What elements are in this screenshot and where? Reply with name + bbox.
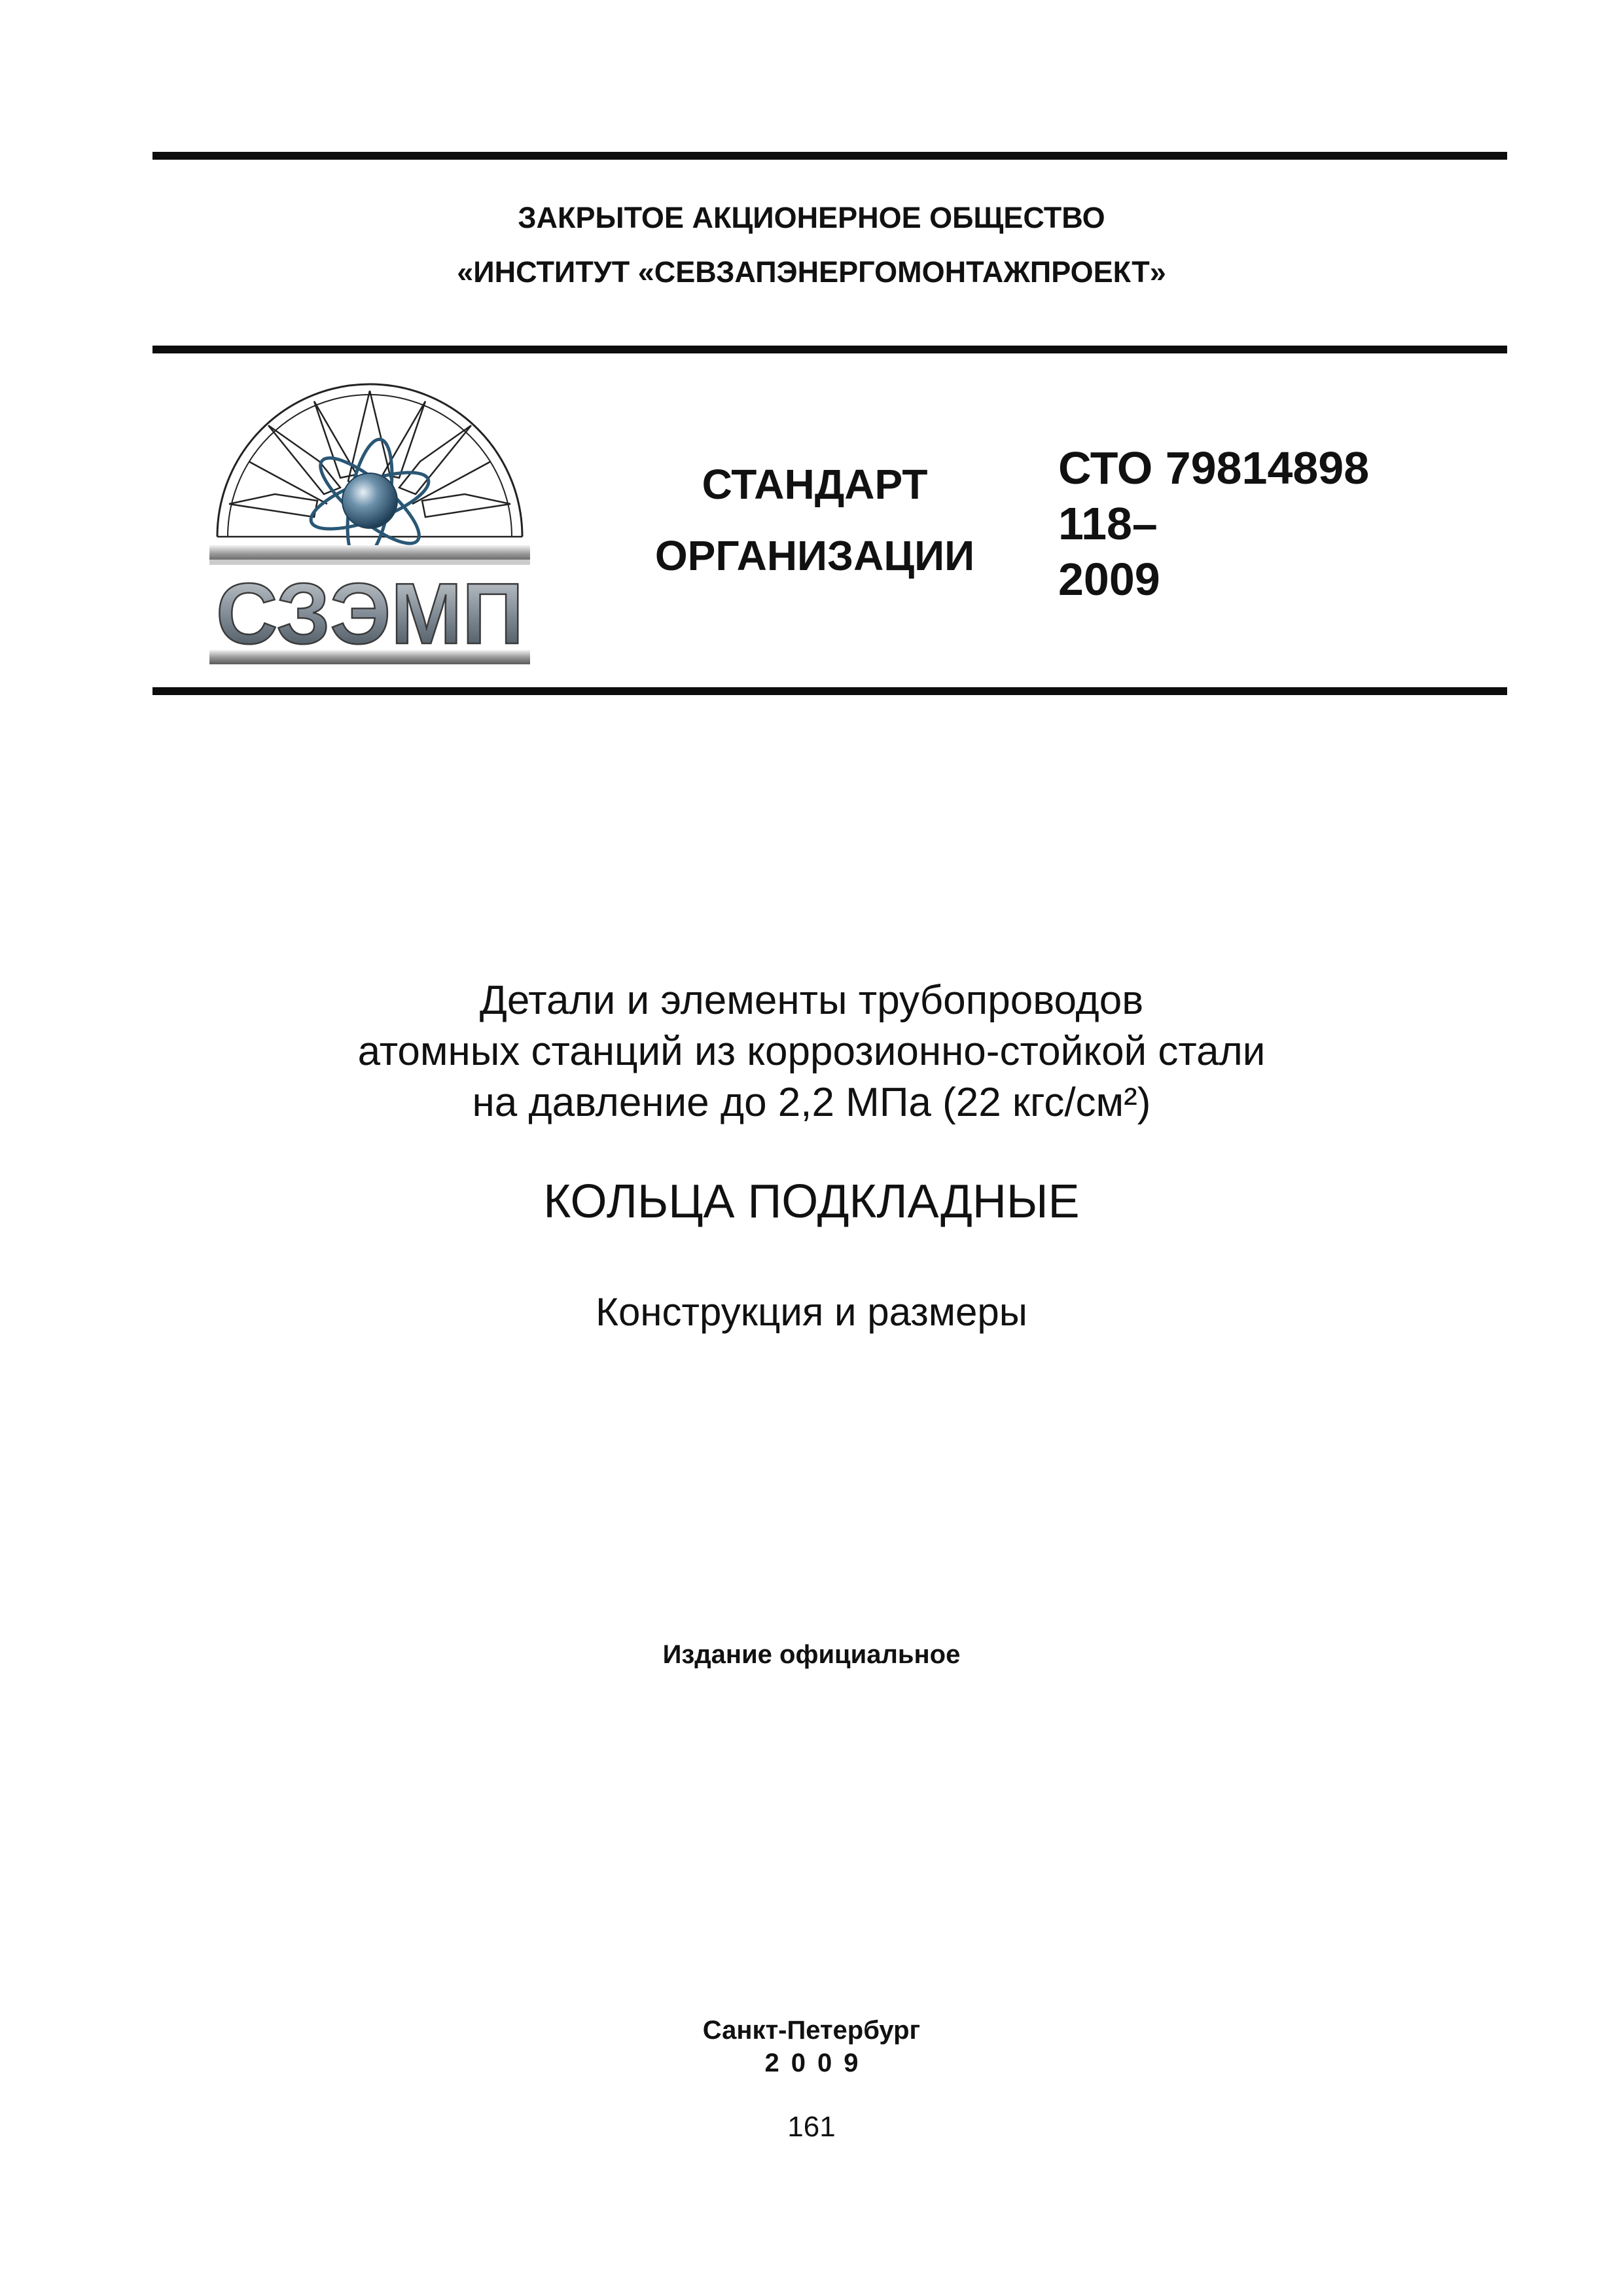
organization-line-2: «ИНСТИТУТ «СЕВЗАПЭНЕРГОМОНТАЖПРОЕКТ» xyxy=(457,255,1166,289)
standard-label-line-1: СТАНДАРТ xyxy=(702,461,928,508)
page-number: 161 xyxy=(787,2111,836,2143)
document-title-line-2: атомных станций из коррозионно-стойкой стали xyxy=(357,1029,1266,1074)
top-divider xyxy=(152,152,1507,160)
standard-label-line-2: ОРГАНИЗАЦИИ xyxy=(654,532,975,579)
standard-number-line-3: 2009 xyxy=(1058,554,1160,605)
edition-label: Издание официальное xyxy=(662,1640,961,1669)
document-subtitle-2: Конструкция и размеры xyxy=(596,1290,1027,1334)
logo-text: СЗЭМП xyxy=(216,565,524,662)
document-title-line-3: на давление до 2,2 МПа (22 кгс/см²) xyxy=(472,1080,1151,1125)
standard-number-line-1: СТО 79814898 xyxy=(1058,442,1370,493)
document-title-line-1: Детали и элементы трубопроводов xyxy=(479,978,1144,1023)
publication-city: Санкт-Петербург xyxy=(702,2016,921,2045)
publication-year: 2009 xyxy=(764,2049,870,2077)
atom-star-logo xyxy=(209,363,533,674)
organization-line-1: ЗАКРЫТОЕ АКЦИОНЕРНОЕ ОБЩЕСТВО xyxy=(518,201,1105,234)
document-subtitle: КОЛЬЦА ПОДКЛАДНЫЕ xyxy=(543,1175,1080,1228)
standard-number-line-2: 118– xyxy=(1058,498,1158,549)
bottom-header-divider xyxy=(152,687,1507,695)
header-divider xyxy=(152,346,1507,353)
